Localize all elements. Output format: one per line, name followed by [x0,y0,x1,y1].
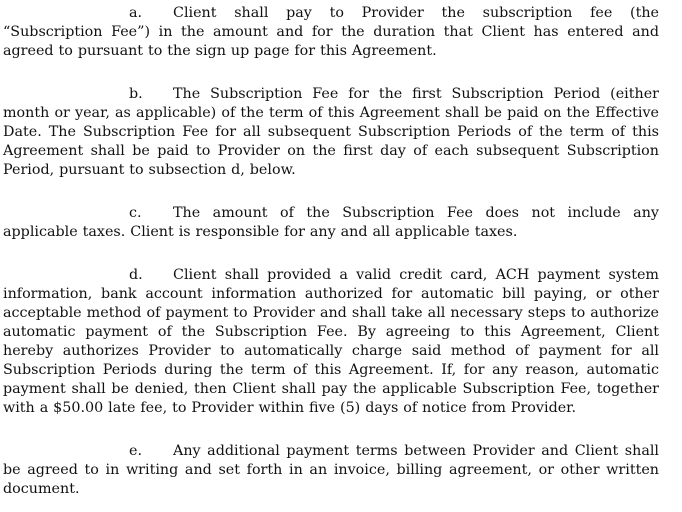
clause-marker: c. [129,205,142,221]
clause-d [3,266,659,418]
document-page [3,4,659,499]
clause-text: Client shall provided a valid credit card, ACH payment system information, bank account information authorized for automatic bill paying, or other acceptable method of payment to Provider and shall take all necessary steps to authorize automatic payment of the Subscription Fee. By agreeing to this Agreement, Client hereby authorizes Provider to automatically charge said method of payment for all Subscription Periods during the term of this Agreement. If, for any reason, automatic payment shall be denied, then Client shall pay the applicable Subscription Fee, together with a $50.00 late fee, to Provider within five (5) days of notice from Provider. [3,267,659,416]
clause-text: The amount of the Subscription Fee does not include any applicable taxes. Client is responsible for any and all applicable taxes. [3,205,659,240]
clause-marker: e. [129,443,143,459]
clause-marker: b. [129,86,143,102]
clause-c [3,204,659,242]
clause-text: Client shall pay to Provider the subscription fee (the “Subscription Fee”) in the amount and for the duration that Client has entered and agreed to pursuant to the sign up page for this Agreement. [3,5,659,59]
clause-marker: d. [129,267,143,283]
clause-text: The Subscription Fee for the first Subscription Period (either month or year, as applicable) of the term of this Agreement shall be paid on the Effective Date. The Subscription Fee for all subsequent Subscription Periods of the term of this Agreement shall be paid to Provider on the first day of each subsequent Subscription Period, pursuant to subsection d, below. [3,86,659,178]
clause-text: Any additional payment terms between Provider and Client shall be agreed to in writing and set forth in an invoice, billing agreement, or other written document. [3,443,659,497]
clause-b [3,85,659,180]
clause-e [3,442,659,499]
clause-a [3,4,659,61]
clause-marker: a. [129,5,143,21]
